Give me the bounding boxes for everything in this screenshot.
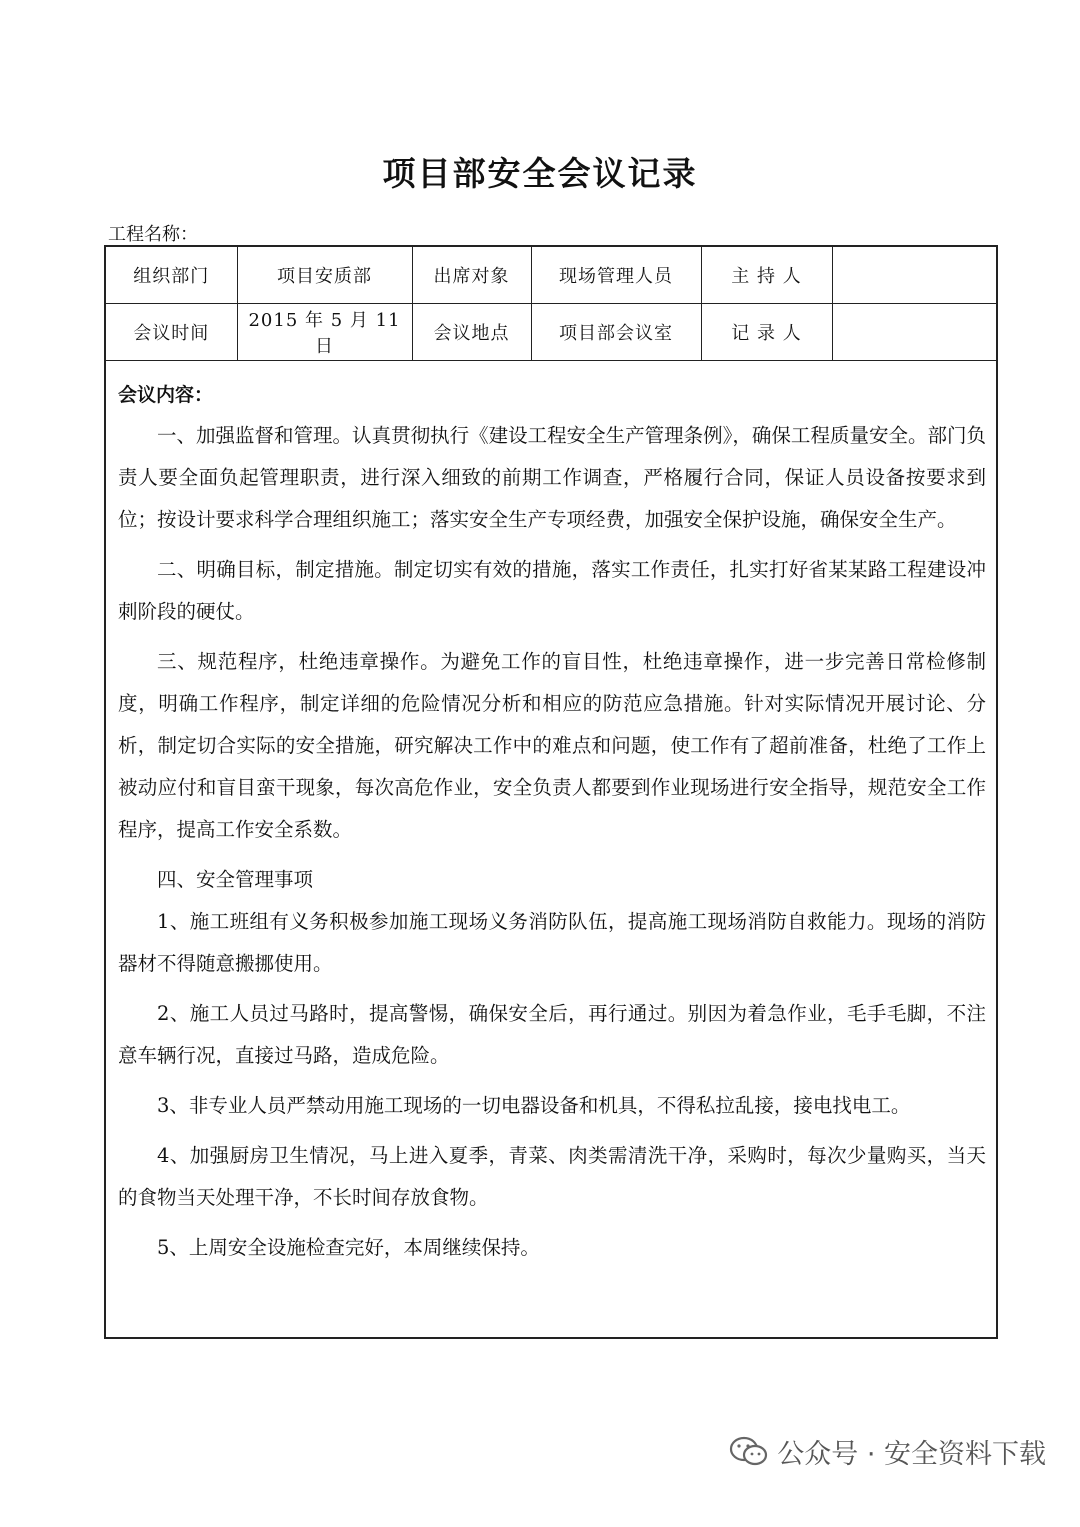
time-value: 2015 年 5 月 11 日: [237, 304, 412, 361]
org-value: 项目安质部: [237, 247, 412, 304]
host-value: [832, 247, 996, 304]
watermark-text: 公众号 · 安全资料下载: [777, 1439, 1046, 1470]
attendees-value: 现场管理人员: [531, 247, 701, 304]
record-form: [104, 245, 998, 1339]
info-row-2: [106, 304, 996, 361]
item-1: 1、施工班组有义务积极参加施工现场义务消防队伍，提高施工现场消防自救能力。现场的消防器材不得随意搬挪使用。: [118, 910, 986, 975]
place-label: 会议地点: [412, 304, 531, 361]
item-3: 3、非专业人员严禁动用施工现场的一切电器设备和机具，不得私拉乱接，接电找电工。: [157, 1094, 911, 1117]
content-heading: 会议内容：: [118, 384, 214, 406]
item-2: 2、施工人员过马路时，提高警惕，确保安全后，再行通过。别因为着急作业，毛手毛脚，不注意车辆行况，直接过马路，造成危险。: [118, 1002, 986, 1067]
wechat-icon: [729, 1436, 769, 1468]
project-name-label: 工程名称：: [108, 224, 198, 245]
paragraph-4: 四、安全管理事项: [157, 868, 314, 891]
host-label: 主 持 人: [701, 247, 832, 304]
item-5: 5、上周安全设施检查完好，本周继续保持。: [157, 1236, 540, 1259]
paragraph-1: 一、加强监督和管理。认真贯彻执行《建设工程安全生产管理条例》，确保工程质量安全。部门负责人要全面负起管理职责，进行深入细致的前期工作调查，严格履行合同，保证人员设备按要求到位；按设计要求科学合理组织施工；落实安全生产专项经费，加强安全保护设施，确保安全生产。: [118, 424, 986, 531]
document-title: 项目部安全会议记录: [382, 154, 698, 193]
item-4: 4、加强厨房卫生情况，马上进入夏季，青菜、肉类需清洗干净，采购时，每次少量购买，当天的食物当天处理干净，不长时间存放食物。: [118, 1144, 986, 1209]
meeting-info-table: [106, 247, 996, 361]
recorder-label: 记 录 人: [701, 304, 832, 361]
time-label: 会议时间: [106, 304, 237, 361]
info-row-1: [106, 247, 996, 304]
paragraph-3: 三、规范程序，杜绝违章操作。为避免工作的盲目性，杜绝违章操作，进一步完善日常检修制度，明确工作程序，制定详细的危险情况分析和相应的防范应急措施。针对实际情况开展讨论、分析，制定切合实际的安全措施，研究解决工作中的难点和问题，使工作有了超前准备，杜绝了工作上被动应付和盲目蛮干现象，每次高危作业，安全负责人都要到作业现场进行安全指导，规范安全工作程序，提高工作安全系数。: [118, 650, 986, 841]
recorder-value: [832, 304, 996, 361]
paragraph-2: 二、明确目标，制定措施。制定切实有效的措施，落实工作责任，扎实打好省某某路工程建设冲刺阶段的硬仗。: [118, 558, 986, 623]
meeting-content: [118, 377, 986, 1269]
org-label: 组织部门: [106, 247, 237, 304]
attendees-label: 出席对象: [412, 247, 531, 304]
watermark: [729, 1432, 1046, 1471]
place-value: 项目部会议室: [531, 304, 701, 361]
